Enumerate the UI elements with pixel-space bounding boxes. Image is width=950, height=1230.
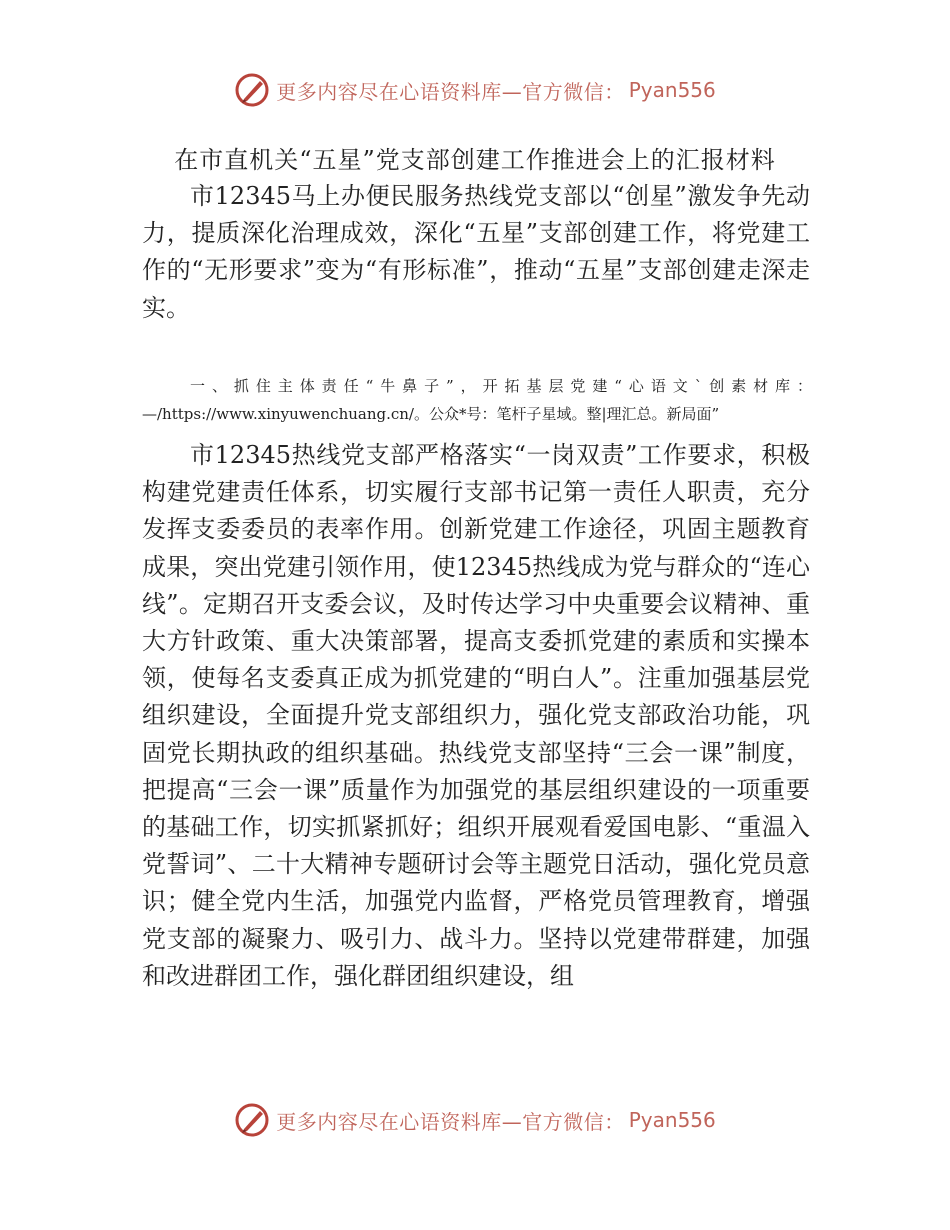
intro-paragraph: 市12345马上办便民服务热线党支部以“创星”激发争先动力，提质深化治理成效，深化“五星”支部创建工作，将党建工作的“无形要求”变为“有形标准”，推动“五星”支部创建走深走实。 (142, 182, 810, 322)
header-banner (0, 70, 950, 110)
section1-body: 市12345热线党支部严格落实“一岗双责”工作要求，积极构建党建责任体系，切实履行支部书记第一责任人职责，充分发挥支委委员的表率作用。创新党建工作途径，巩固主题教育成果，突出党建引领作用，使12345热线成为党与群众的“连心线”。定期召开支委会议，及时传达学习中央重要会议精神、重大方针政策、重大决策部署，提高支委抓党建的素质和实操本领，使每名支委真正成为抓党建的“明白人”。注重加强基层党组织建设，全面提升党支部组织力，强化党支部政治功能，巩固党长期执政的组织基础。热线党支部坚持“三会一课”制度，把提高“三会一课”质量作为加强党的基层组织建设的一项重要的基础工作，切实抓紧抓好；组织开展观看爱国电影、“重温入党誓词”、二十大精神专题研讨会等主题党日活动，强化党员意识；健全党内生活，加强党内监督，严格党员管理教育，增强党支部的凝聚力、吸引力、战斗力。坚持以党建带群建，加强和改进群团工作，强化群团组织建设，组 (142, 441, 810, 990)
footer-banner (0, 1100, 950, 1140)
wechat-id: Pyan556 (628, 1108, 716, 1132)
document-title: 在市直机关“五星”党支部创建工作推进会上的汇报材料 (174, 146, 776, 174)
banner-text: 更多内容尽在心语资料库—官方微信： (276, 1109, 625, 1134)
pen-logo-icon (234, 72, 270, 108)
pen-logo-icon (234, 1102, 270, 1138)
wechat-id: Pyan556 (628, 78, 716, 102)
banner-text: 更多内容尽在心语资料库—官方微信： (276, 79, 625, 104)
section1-heading: 一、抓住主体责任“牛鼻子”，开拓基层党建“心语文`创素材库：—/https://www.xinyuwenchuang.cn/。公众*号：笔杆子星域。整|理汇总。新局面” (142, 377, 812, 423)
